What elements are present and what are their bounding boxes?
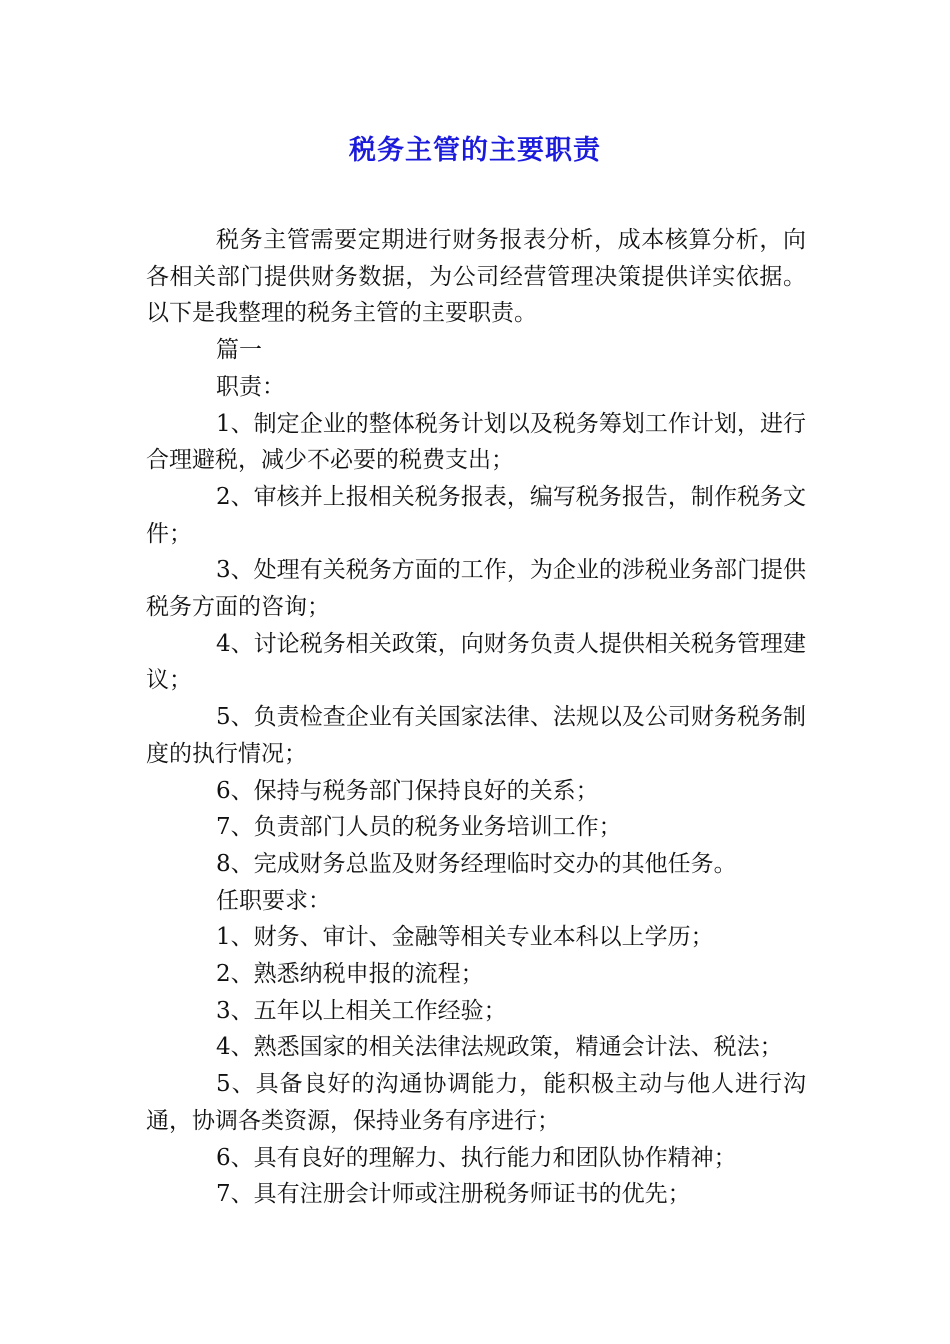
duties-heading: 职责： (216, 373, 285, 400)
requirements-heading: 任职要求： (216, 887, 331, 914)
duty-item: 7、负责部门人员的税务业务培训工作； (216, 814, 622, 841)
intro-paragraph: 税务主管需要定期进行财务报表分析，成本核算分析，向各相关部门提供财务数据，为公司经营管理决策提供详实依据。以下是我整理的税务主管的主要职责。 (146, 227, 806, 327)
duty-item: 1、制定企业的整体税务计划以及税务筹划工作计划，进行合理避税，减少不必要的税费支出； (146, 410, 806, 474)
requirement-item: 4、熟悉国家的相关法律法规政策，精通会计法、税法； (216, 1034, 783, 1061)
section-label: 篇一 (216, 337, 262, 364)
duty-item: 5、负责检查企业有关国家法律、法规以及公司财务税务制度的执行情况； (146, 704, 806, 767)
requirement-item: 6、具有良好的理解力、执行能力和团队协作精神； (216, 1144, 737, 1171)
duty-item: 6、保持与税务部门保持良好的关系； (216, 777, 599, 804)
duty-item: 2、审核并上报相关税务报表，编写税务报告，制作税务文件； (146, 483, 806, 547)
requirement-item: 3、五年以上相关工作经验； (216, 997, 507, 1024)
requirement-item: 5、具备良好的沟通协调能力，能积极主动与他人进行沟通，协调各类资源，保持业务有序进行； (146, 1071, 806, 1134)
duty-item: 8、完成财务总监及财务经理临时交办的其他任务。 (216, 850, 737, 877)
document-body (146, 222, 806, 1213)
requirement-item: 7、具有注册会计师或注册税务师证书的优先； (216, 1181, 691, 1208)
document-title: 税务主管的主要职责 (349, 135, 601, 166)
requirement-item: 2、熟悉纳税申报的流程； (216, 961, 484, 988)
requirement-item: 1、财务、审计、金融等相关专业本科以上学历； (216, 924, 714, 951)
duty-item: 3、处理有关税务方面的工作，为企业的涉税业务部门提供税务方面的咨询； (146, 557, 806, 621)
duty-item: 4、讨论税务相关政策，向财务负责人提供相关税务管理建议； (146, 630, 806, 694)
